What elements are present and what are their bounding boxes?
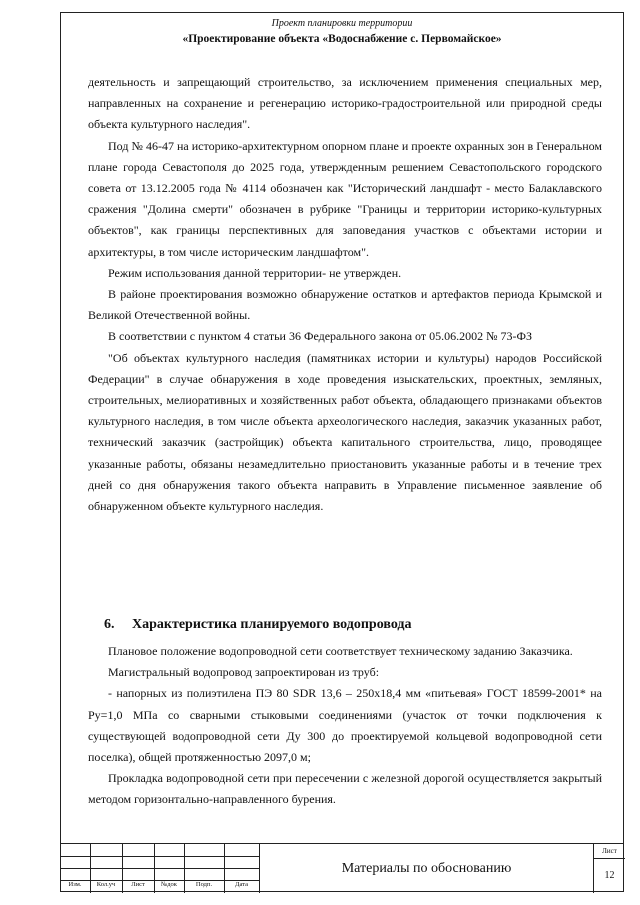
header-object-line: «Проектирование объекта «Водоснабжение с. Первомайское»	[182, 33, 502, 45]
col-label-kol: Кол.уч	[96, 881, 116, 888]
sheet-box	[593, 844, 625, 893]
revision-grid	[60, 844, 259, 893]
body-text	[88, 72, 602, 517]
paragraph: Магистральный водопровод запроектирован из труб:	[108, 665, 380, 680]
header-project-line: Проект планировки территории	[271, 18, 413, 29]
paragraph: В соответствии с пунктом 4 статьи 36 Федерального закона от 05.06.2002 № 73-ФЗ	[108, 329, 533, 344]
col-label-ndok: №док	[161, 881, 177, 888]
paragraph: деятельность и запрещающий строительство, за исключением применения специальных мер, направленных на сохранение и регенерацию историко-градостроительной или природной среды объекта культурного наследия".	[88, 75, 602, 132]
paragraph: Плановое положение водопроводной сети соответствует техническому заданию Заказчика.	[108, 644, 573, 658]
paragraph: "Об объектах культурного наследия (памятниках истории и культуры) народов Российской Федерации" в случае обнаружения в ходе проведения изыскательских, проектных, земляных, строительных, мелиоративных и хозяйственных работ объекта, обладающего признаками объектов культурного наследия, в том числе объекта археологического наследия, заказчик указанных работ, технический заказчик (застройщик) объекта капитального строительства, лицо, проводящее указанные работы, обязаны незамедлительно приостановить указанные работы и в течение трех дней со дня обнаружения такого объекта направить в Управление письменное заявление об обнаруженном объекте культурного наследия.	[88, 350, 602, 514]
paragraph: Прокладка водопроводной сети при пересечении с железной дорогой осуществляется закрытый методом горизонтально-направленного бурения.	[88, 771, 602, 807]
section-title: Характеристика планируемого водопровода	[132, 617, 412, 632]
paragraph: Под № 46-47 на историко-архитектурном опорном плане и проекте охранных зон в Генеральном плане города Севастополя до 2025 года, утвержденным решением Севастопольского городского совета от 13.12.2005 года № 4114 обозначен как "Исторический ландшафт - место Балаклавского сражения "Долина смерти" обозначен в рубрике "Границы и территории историко-культурных объектов", как границы перспективных для заповедания участков с объектами истории и архитектуры, в том числе историческим ландшафтом".	[88, 138, 602, 259]
col-label-podp: Подп.	[195, 881, 213, 888]
col-label-data: Дата	[235, 881, 248, 888]
col-label-izm: Изм.	[68, 881, 82, 888]
title-block-name: Материалы по обоснованию	[341, 860, 512, 876]
col-label-list: Лист	[131, 881, 145, 888]
paragraph: Режим использования данной территории- не утвержден.	[108, 265, 402, 280]
paragraph: - напорных из полиэтилена ПЭ 80 SDR 13,6 – 250х18,4 мм «питьевая» ГОСТ 18599-2001* на Ру=1,0 МПа со сварными стыковыми соединениями (участок от точки подключения к существующей водопроводной сети Ду 300 до проектируемой кольцевой водопроводной сети поселка), общей протяженностью 2097,0 м;	[88, 686, 602, 765]
sheet-number: 12	[604, 870, 615, 881]
sheet-label: Лист	[594, 844, 625, 859]
title-block	[60, 843, 624, 893]
section-heading	[104, 617, 412, 633]
paragraph: В районе проектирования возможно обнаружение остатков и артефактов периода Крымской и Великой Отечественной войны.	[88, 287, 602, 323]
section-body-text	[88, 641, 602, 811]
section-number: 6.	[104, 617, 115, 632]
